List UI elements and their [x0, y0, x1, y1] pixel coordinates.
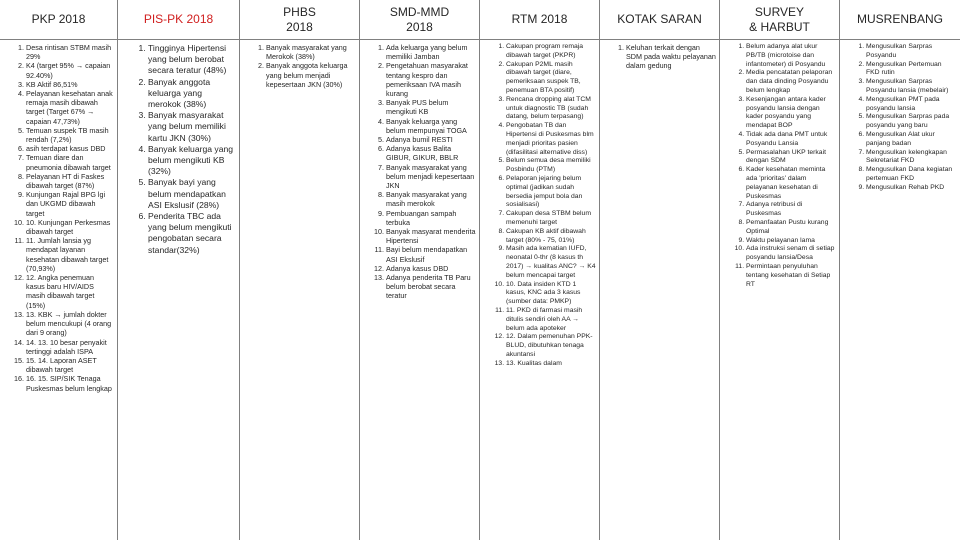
column-pis-pk-2018: [118, 0, 240, 540]
list-item: 4. Tidak ada dana PMT untuk Posyandu Lansia: [746, 131, 836, 149]
list-item: 1. Cakupan program remaja dibawah target (PKPR): [506, 43, 596, 61]
list-item: 2. Cakupan P2ML masih dibawah target (diare, pemeriksaan suspek TB, penemuan BTA positif): [506, 61, 596, 96]
list-item: 1. Desa rintisan STBM masih 29%: [26, 43, 114, 61]
column-header: MUSRENBANG: [840, 0, 960, 40]
item-list: [600, 40, 719, 71]
item-list: [360, 40, 479, 301]
list-item: 13. Adanya penderita TB Paru belum berobat secara teratur: [386, 273, 476, 301]
list-item: 2. K4 (target 95% → capaian 92.40%): [26, 61, 114, 79]
column-phbs-2018: [240, 0, 360, 540]
list-item: 3. Mengusulkan Sarpras Posyandu lansia (mebelair): [866, 78, 957, 96]
column-header: PHBS 2018: [240, 0, 359, 40]
column-header: PIS-PK 2018: [118, 0, 239, 40]
column-header: RTM 2018: [480, 0, 599, 40]
list-item: 2. Mengusulkan Pertemuan FKD rutin: [866, 61, 957, 79]
list-item: 16. 16. 15. SIP/SIK Tenaga Puskesmas belum lengkap: [26, 374, 114, 392]
item-list: [118, 40, 239, 256]
list-item: 11. Bayi belum mendapatkan ASI Ekslusif: [386, 245, 476, 263]
list-item: 9. Waktu pelayanan lama: [746, 237, 836, 246]
column-survey-harbut: [720, 0, 840, 540]
list-item: 5. Mengusulkan Sarpras pada posyandu yang baru: [866, 113, 957, 131]
list-item: 11. Permintaan penyuluhan tentang kesehatan di Setiap RT: [746, 263, 836, 289]
item-list: [480, 40, 599, 368]
list-item: 3. Rencana dropping alat TCM untuk diagnostic TB (sudah datang, belum terpasang): [506, 96, 596, 122]
list-item: 4. Banyak keluarga yang belum mengikuti KB (32%): [148, 144, 236, 178]
item-list: [0, 40, 117, 393]
list-item: 13. 13. KBK → jumlah dokter belum mencukupi (4 orang dari 9 orang): [26, 310, 114, 338]
column-header: SMD-MMD 2018: [360, 0, 479, 40]
list-item: 2. Media pencatatan pelaporan dan data dinding Posyandu belum lengkap: [746, 69, 836, 95]
list-item: 7. Temuan diare dan pneumonia dibawah target: [26, 153, 114, 171]
column-musrenbang: [840, 0, 960, 540]
item-list: [240, 40, 359, 89]
list-item: 2. Pengetahuan masyarakat tentang kespro dan pemeriksaan IVA masih kurang: [386, 61, 476, 98]
list-item: 2. Banyak anggota keluarga yang merokok (38%): [148, 77, 236, 111]
list-item: 7. Cakupan desa STBM belum memenuhi target: [506, 210, 596, 228]
column-rtm-2018: [480, 0, 600, 540]
list-item: 5. Belum semua desa memiliki Posbindu (PTM): [506, 157, 596, 175]
column-smd-mmd-2018: [360, 0, 480, 540]
list-item: 11. 11. PKD di farmasi masih ditulis sendiri oleh AA → belum ada apoteker: [506, 307, 596, 333]
list-item: 6. Penderita TBC ada yang belum mengikuti pengobatan secara standar(32%): [148, 211, 236, 256]
list-item: 8. Pelayanan HT di Faskes dibawah target (87%): [26, 172, 114, 190]
list-item: 10. Banyak masyarat menderita Hipertensi: [386, 227, 476, 245]
list-item: 4. Pelayanan kesehatan anak remaja masih dibawah target (Target 67% → capaian 47,73%): [26, 89, 114, 126]
list-item: 1. Ada keluarga yang belum memiliki Jamban: [386, 43, 476, 61]
column-header: KOTAK SARAN: [600, 0, 719, 40]
list-item: 4. Mengusulkan PMT pada posyandu lansia: [866, 96, 957, 114]
list-item: 4. Pengobatan TB dan Hipertensi di Puskesmas blm menjadi prioritas pasien (difasilitasi alternative diss): [506, 122, 596, 157]
list-item: 7. Adanya retribusi di Puskesmas: [746, 201, 836, 219]
column-kotak-saran: [600, 0, 720, 540]
list-item: 6. Mengusulkan Alat ukur panjang badan: [866, 131, 957, 149]
list-item: 9. Masih ada kematian IUFD, neonatal 0-thr (8 kasus th 2017) → kualitas ANC? → K4 belum mencapai target: [506, 245, 596, 280]
list-item: 14. 14. 13. 10 besar penyakit tertinggi adalah ISPA: [26, 338, 114, 356]
list-item: 6. Kader kesehatan meminta ada 'prioritas' dalam pelayanan kesehatan di Puskesmas: [746, 166, 836, 201]
list-item: 3. Banyak masyarakat yang belum memiliki kartu JKN (30%): [148, 110, 236, 144]
list-item: 11. 11. Jumlah lansia yg mendapat layanan kesehatan dibawah target (70,93%): [26, 236, 114, 273]
list-item: 13. 13. Kualitas dalam: [506, 360, 596, 369]
list-item: 4. Banyak keluarga yang belum mempunyai TOGA: [386, 117, 476, 135]
list-item: 8. Banyak masyarakat yang masih merokok: [386, 190, 476, 208]
list-item: 3. Kesenjangan antara kader posyandu lansia dengan kader posyandu yang mendapat BOP: [746, 96, 836, 131]
list-item: 10. Ada instruksi senam di setiap posyandu lansia/Desa: [746, 245, 836, 263]
list-item: 2. Banyak anggota keluarga yang belum menjadi kepesertaan JKN (30%): [266, 61, 356, 89]
list-item: 10. 10. Kunjungan Perkesmas dibawah target: [26, 218, 114, 236]
list-item: 5. Banyak bayi yang belum mendapatkan ASI Ekslusif (28%): [148, 177, 236, 211]
list-item: 3. Banyak PUS belum mengikuti KB: [386, 98, 476, 116]
list-item: 5. Temuan suspek TB masih rendah (7,2%): [26, 126, 114, 144]
item-list: [720, 40, 839, 289]
list-item: 12. 12. Dalam pemenuhan PPK-BLUD, dibutuhkan tenaga akuntansi: [506, 333, 596, 359]
item-list: [840, 40, 960, 193]
list-item: 7. Mengusulkan kelengkapan Sekretariat FKD: [866, 149, 957, 167]
list-item: 1. Keluhan terkait dengan SDM pada waktu pelayanan dalam gedung: [626, 43, 716, 71]
list-item: 6. asih terdapat kasus DBD: [26, 144, 114, 153]
list-item: 1. Tingginya Hipertensi yang belum berobat secara teratur (48%): [148, 43, 236, 77]
column-pkp-2018: [0, 0, 118, 540]
list-item: 8. Pemanfaatan Pustu kurang Optimal: [746, 219, 836, 237]
list-item: 5. Permasalahan UKP terkait dengan SDM: [746, 149, 836, 167]
list-item: 10. 10. Data insiden KTD 1 kasus, KNC ada 3 kasus (sumber data: PMKP): [506, 281, 596, 307]
list-item: 5. Adanya bumil RESTI: [386, 135, 476, 144]
list-item: 15. 15. 14. Laporan ASET dibawah target: [26, 356, 114, 374]
column-header: PKP 2018: [0, 0, 117, 40]
list-item: 6. Adanya kasus Balita GIBUR, GIKUR, BBLR: [386, 144, 476, 162]
list-item: 6. Pelaporan jejaring belum optimal (jadikan sudah bersedia jemput bola dan sosialisasi): [506, 175, 596, 210]
list-item: 8. Mengusulkan Dana kegiatan pertemuan FKD: [866, 166, 957, 184]
list-item: 7. Banyak masyarakat yang belum menjadi kepesertaan JKN: [386, 163, 476, 191]
list-item: 3. KB Aktif 86,51%: [26, 80, 114, 89]
list-item: 12. 12. Angka penemuan kasus baru HIV/AIDS masih dibawah target (15%): [26, 273, 114, 310]
list-item: 8. Cakupan KB aktif dibawah target (80% - 75, 01%): [506, 228, 596, 246]
list-item: 9. Kunjungan Rajal BPG lgi dan UKGMD dibawah target: [26, 190, 114, 218]
list-item: 9. Mengusulkan Rehab PKD: [866, 184, 957, 193]
list-item: 1. Banyak masyarakat yang Merokok (38%): [266, 43, 356, 61]
list-item: 1. Mengusulkan Sarpras Posyandu: [866, 43, 957, 61]
list-item: 9. Pembuangan sampah terbuka: [386, 209, 476, 227]
list-item: 12. Adanya kasus DBD: [386, 264, 476, 273]
list-item: 1. Belum adanya alat ukur PB/TB (microtoise dan infantometer) di Posyandu: [746, 43, 836, 69]
column-header: SURVEY & HARBUT: [720, 0, 839, 40]
